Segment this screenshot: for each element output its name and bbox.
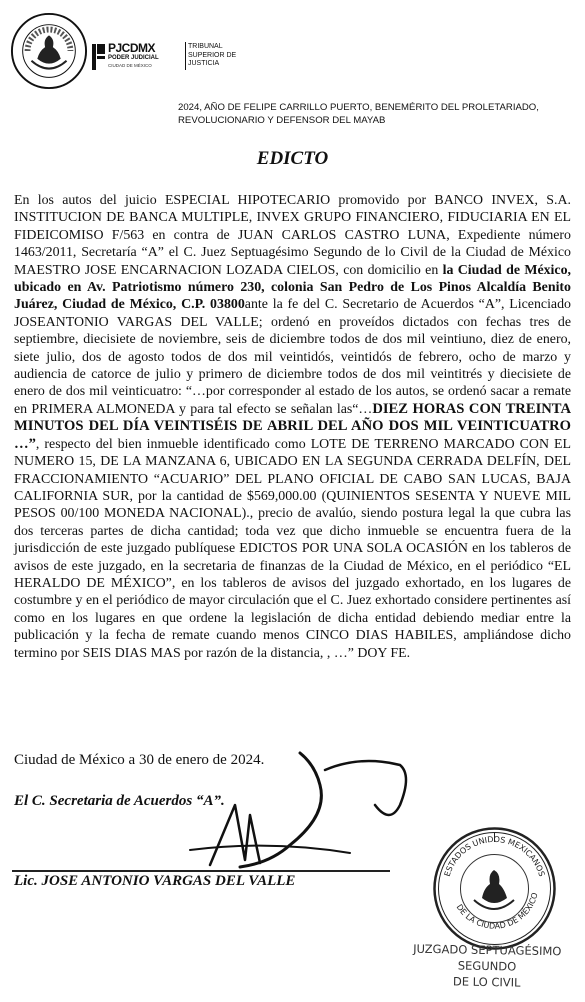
handwritten-signature [150,745,420,875]
tsj-label: TRIBUNAL SUPERIOR DE JUSTICIA [188,43,237,67]
logo-divider [185,42,186,70]
signature-line [12,870,390,872]
pj-mark: PJCDMX [108,41,156,55]
court-stamp: JUZGADO SEPTUAGÉSIMO SEGUNDO DE LO CIVIL [413,941,562,990]
edict-body: En los autos del juicio ESPECIAL HIPOTECARIO promovido por BANCO INVEX, S.A. INSTITUCION DE BANCA MULTIPLE, INVEX GRUPO FINANCIERO, FIDUCIARIA EN EL FIDEICOMISO F/563 en contra de JUAN CARLOS CASTRO LUNA, Expediente número 1463/2011, Secretaría “A” el C. Juez Septuagésimo Segundo de lo Civil de la Ciudad de México MAESTRO JOSE ENCARNACION LOZADA CIELOS, con domicilio en la Ciudad de México, ubicado en Av. Patriotismo número 230, colonia San Pedro de Los Pinos Alcaldía Benito Juárez, Ciudad de México, C.P. 03800ante la fe del C. Secretario de Acuerdos “A”, Licenciado JOSEANTONIO VARGAS DEL VALLE; ordenó en proveídos dictados con fechas tres de septiembre, diecisiete de noviembre, seis de diciembre todos de dos mil veintiuno, diez de enero, siete julio, dos de agosto todos de dos mil veintidós, veintidós de febrero, ocho de marzo y audiencia de catorce de julio y primero de diciembre todos de dos mil veintitrés y diecisiete de enero de dos mil veinticuatro: “…por corresponder al estado de los autos, se ordenó sacar a remate en PRIMERA ALMONEDA y para tal efecto se señalan las“…DIEZ HORAS CON TREINTA MINUTOS DEL DÍA VEINTISÉIS DE ABRIL DEL AÑO DOS MIL VEINTICUATRO …”, respecto del bien inmueble identificado como LOTE DE TERRENO MARCADO CON EL NUMERO 15, DE LA MANZANA 6, UBICADO EN LA SEGUNDA CERRADA DELFÍN, DEL FRACCIONAMIENTO “ACUARIO” DEL PLANO OFICIAL DE CABO SAN LUCAS, BAJA CALIFORNIA SUR, por la cantidad de $569,000.00 (QUINIENTOS SESENTA Y NUEVE MIL PESOS 00/100 MONEDA NACIONAL)., precio de avalúo, siendo postura legal la que cubra las dos terceras partes de dicha cantidad; toda vez que dicho inmueble se encuentra fuera de la jurisdicción de este juzgado publíquese EDICTOS POR UNA SOLA OCASIÓN en los tableros de avisos de este juzgado, en la secretaria de finanzas de la Ciudad de México, en el periódico “EL HERALDO DE MÉXICO”, en los tableros de avisos del juzgado exhortado, en los lugares de costumbre y en el periódico de mayor circulación que el C. Juez exhortado considere pertinentes así como en los lugares en que ordene la legislación de dicha entidad debiendo mediar entre la publicación y la fecha de remate cuando menos CINCO DIAS HABILES, ampliándose dicho termino por SEIS DIAS MAS por razón de la distancia, , …” DOY FE. [14,193,571,661]
document-title: EDICTO [256,148,329,169]
court-address: la Ciudad de México, ubicado en Av. Patriotismo número 230, colonia San Pedro de Los Pinos Alcaldía Benito Juárez, Ciudad de México, C.P. 03800 [14,262,571,313]
poder-judicial-logo [92,41,237,72]
auction-datetime: DIEZ HORAS CON TREINTA MINUTOS DEL DÍA VEINTISÉIS DE ABRIL DEL AÑO DOS MIL VEINTICUATRO …” [14,400,571,452]
pj-emblem-icon [92,44,105,70]
year-motto: 2024, AÑO DE FELIPE CARRILLO PUERTO, BENEMÉRITO DEL PROLETARIADO, REVOLUCIONARIO Y DEFENSOR DEL MAYAB [178,102,539,126]
signer-name: Lic. JOSE ANTONIO VARGAS DEL VALLE [14,873,296,889]
pj-label: PODER JUDICIAL [108,55,159,61]
tsj-seal-icon [10,12,88,90]
court-seal-icon [432,826,557,951]
seal-ring-top: ESTADOS UNIDOS MEXICANOS [442,834,547,878]
closing-date: Ciudad de México a 30 de enero de 2024. [14,752,265,768]
secretary-title: El C. Secretaria de Acuerdos “A”. [14,793,225,809]
seal-ring-bottom: DE LA CIUDAD DE MÉXICO [454,891,540,931]
pj-city-label: CIUDAD DE MÉXICO [108,63,152,68]
